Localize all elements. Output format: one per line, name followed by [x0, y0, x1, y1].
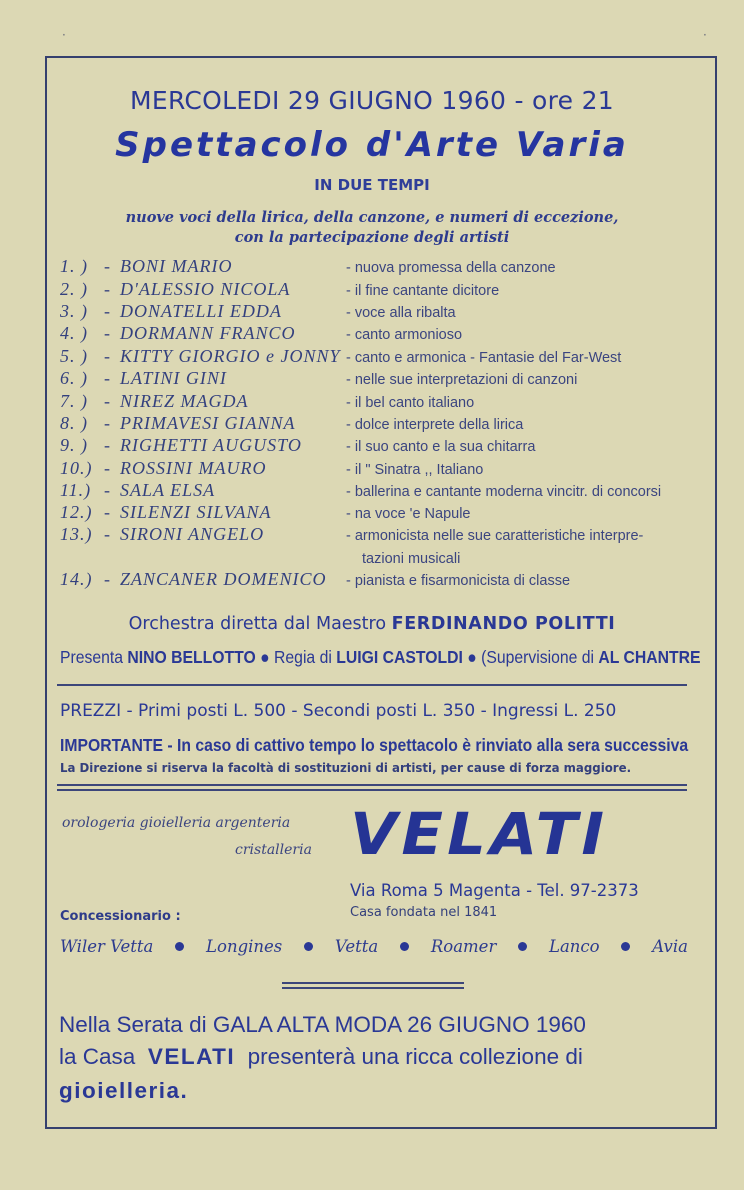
performer-number: 11.) — [60, 480, 92, 500]
performer-name: RIGHETTI AUGUSTO — [120, 435, 302, 455]
gala-prefix: la Casa — [59, 1044, 136, 1069]
divider — [282, 987, 464, 989]
watch-brand: Avia — [652, 937, 688, 956]
dash-separator: - — [104, 458, 111, 478]
dash-separator: - — [104, 368, 111, 388]
performer-number: 8. ) — [60, 413, 88, 433]
performer-name: SALA ELSA — [120, 480, 216, 500]
show-subtitle: IN DUE TEMPI — [314, 176, 430, 194]
performer-description: - na voce 'e Napule — [346, 506, 471, 522]
performer-name: D'ALESSIO NICOLA — [120, 279, 291, 299]
divider — [57, 784, 687, 786]
dash-separator: - — [104, 323, 111, 343]
performer-description: - dolce interprete della lirica — [346, 417, 524, 433]
dash-separator: - — [104, 435, 111, 455]
important-notice: IMPORTANTE - In caso di cattivo tempo lo spettacolo è rinviato alla sera successiva — [60, 735, 689, 755]
performer-number: 12.) — [60, 502, 93, 522]
performer-name: DONATELLI EDDA — [120, 301, 282, 321]
performer-number: 9. ) — [60, 435, 88, 455]
shop-description-2: cristalleria — [235, 842, 312, 858]
bullet-icon — [304, 942, 313, 951]
event-date: MERCOLEDI 29 GIUGNO 1960 - ore 21 — [129, 86, 615, 115]
divider — [57, 789, 687, 791]
divider — [57, 684, 687, 686]
shop-description-1: orologeria gioielleria argenteria — [62, 815, 291, 831]
prices-line: PREZZI - Primi posti L. 500 - Secondi posti L. 350 - Ingressi L. 250 — [60, 701, 617, 721]
performer-description: - il fine cantante dicitore — [346, 283, 500, 299]
intro-line-2: con la partecipazione degli artisti — [234, 229, 510, 246]
supervisione-label: Supervisione di — [486, 647, 595, 667]
performer-description: - pianista e fisarmonicista di classe — [346, 573, 571, 589]
regia-label: Regia di — [274, 647, 332, 667]
performer-number: 1. ) — [60, 256, 88, 276]
dash-separator: - — [104, 256, 111, 276]
watch-brand: Longines — [206, 937, 283, 956]
performer-number: 7. ) — [60, 391, 88, 411]
performer-description: - nuova promessa della canzone — [346, 260, 556, 276]
performer-description-continued: tazioni musicali — [362, 551, 461, 567]
director-name: LUIGI CASTOLDI — [336, 647, 463, 667]
performer-number: 6. ) — [60, 368, 88, 388]
dash-separator: - — [104, 391, 111, 411]
performer-number: 3. ) — [60, 301, 88, 321]
dash-separator: - — [104, 569, 111, 589]
show-title: Spettacolo d'Arte Varia — [115, 125, 629, 165]
dash-separator: - — [104, 301, 111, 321]
dash-separator: - — [104, 480, 111, 500]
performer-name: NIREZ MAGDA — [120, 391, 249, 411]
performer-number: 13.) — [60, 524, 93, 544]
performer-name: SILENZI SILVANA — [120, 502, 272, 522]
bullet-icon — [175, 942, 184, 951]
dash-separator: - — [104, 524, 111, 544]
bullet-icon: ● — [260, 647, 275, 667]
watch-brand: Wiler Vetta — [60, 937, 154, 956]
performer-number: 10.) — [60, 458, 93, 478]
pin-mark-icon: · — [703, 28, 707, 42]
direction-note: La Direzione si riserva la facoltà di sostituzioni di artisti, per cause di forza maggiore. — [60, 761, 632, 775]
bullet-icon — [518, 942, 527, 951]
performer-description: - il bel canto italiano — [346, 395, 475, 411]
pin-mark-icon: · — [62, 28, 66, 42]
gala-brand: VELATI — [147, 1044, 236, 1069]
performer-name: DORMANN FRANCO — [120, 323, 296, 343]
gala-suffix: presenterà una ricca collezione di — [247, 1044, 583, 1069]
performer-number: 2. ) — [60, 279, 88, 299]
orchestra-line — [0, 614, 744, 634]
conductor-name: FERDINANDO POLITTI — [391, 614, 616, 634]
dash-separator: - — [104, 346, 111, 366]
divider — [282, 982, 464, 984]
bullet-icon — [400, 942, 409, 951]
watch-brands — [60, 937, 688, 956]
gala-line-3: gioielleria. — [59, 1078, 189, 1103]
gala-line-2 — [59, 1044, 583, 1070]
performer-name: BONI MARIO — [120, 256, 233, 276]
performer-description: - il " Sinatra ,, Italiano — [346, 462, 484, 478]
gala-line-1: Nella Serata di GALA ALTA MODA 26 GIUGNO 1960 — [59, 1012, 586, 1037]
performer-number: 4. ) — [60, 323, 88, 343]
performer-description: - voce alla ribalta — [346, 305, 456, 321]
watch-brand: Roamer — [430, 937, 497, 956]
presenter-name: NINO BELLOTTO — [127, 647, 256, 667]
shop-address: Via Roma 5 Magenta - Tel. 97-2373 — [350, 881, 639, 900]
watch-brand: Lanco — [549, 937, 600, 956]
orchestra-prefix: Orchestra diretta dal Maestro — [128, 614, 387, 634]
bullet-icon — [621, 942, 630, 951]
performer-description: - armonicista nelle sue caratteristiche interpre- — [346, 528, 644, 544]
performer-number: 5. ) — [60, 346, 88, 366]
intro-line-1: nuove voci della lirica, della canzone, e numeri di eccezione, — [125, 209, 619, 226]
performer-description: - canto armonioso — [346, 327, 463, 343]
shop-founded: Casa fondata nel 1841 — [350, 905, 498, 920]
performer-description: - nelle sue interpretazioni di canzoni — [346, 372, 578, 388]
dash-separator: - — [104, 413, 111, 433]
performer-name: ROSSINI MAURO — [120, 458, 267, 478]
performer-description: - il suo canto e la sua chitarra — [346, 439, 536, 455]
performer-name: KITTY GIORGIO e JONNY — [120, 346, 341, 366]
performer-name: PRIMAVESI GIANNA — [120, 413, 296, 433]
velati-logo: VELATI — [350, 800, 609, 868]
bullet-icon: ● ( — [467, 647, 487, 667]
performer-name: SIRONI ANGELO — [120, 524, 265, 544]
performer-number: 14.) — [60, 569, 93, 589]
presenta-label: Presenta — [60, 647, 124, 667]
concessionario-label: Concessionario : — [60, 909, 181, 924]
performer-name: ZANCANER DOMENICO — [120, 569, 327, 589]
performer-name: LATINI GINI — [120, 368, 227, 388]
performer-description: - canto e armonica - Fantasie del Far-West — [346, 350, 622, 366]
dash-separator: - — [104, 502, 111, 522]
watch-brand: Vetta — [334, 937, 379, 956]
dash-separator: - — [104, 279, 111, 299]
performer-description: - ballerina e cantante moderna vincitr. di concorsi — [346, 484, 662, 500]
credits-line — [60, 647, 701, 668]
supervisor-name: AL CHANTRE — [598, 647, 701, 667]
